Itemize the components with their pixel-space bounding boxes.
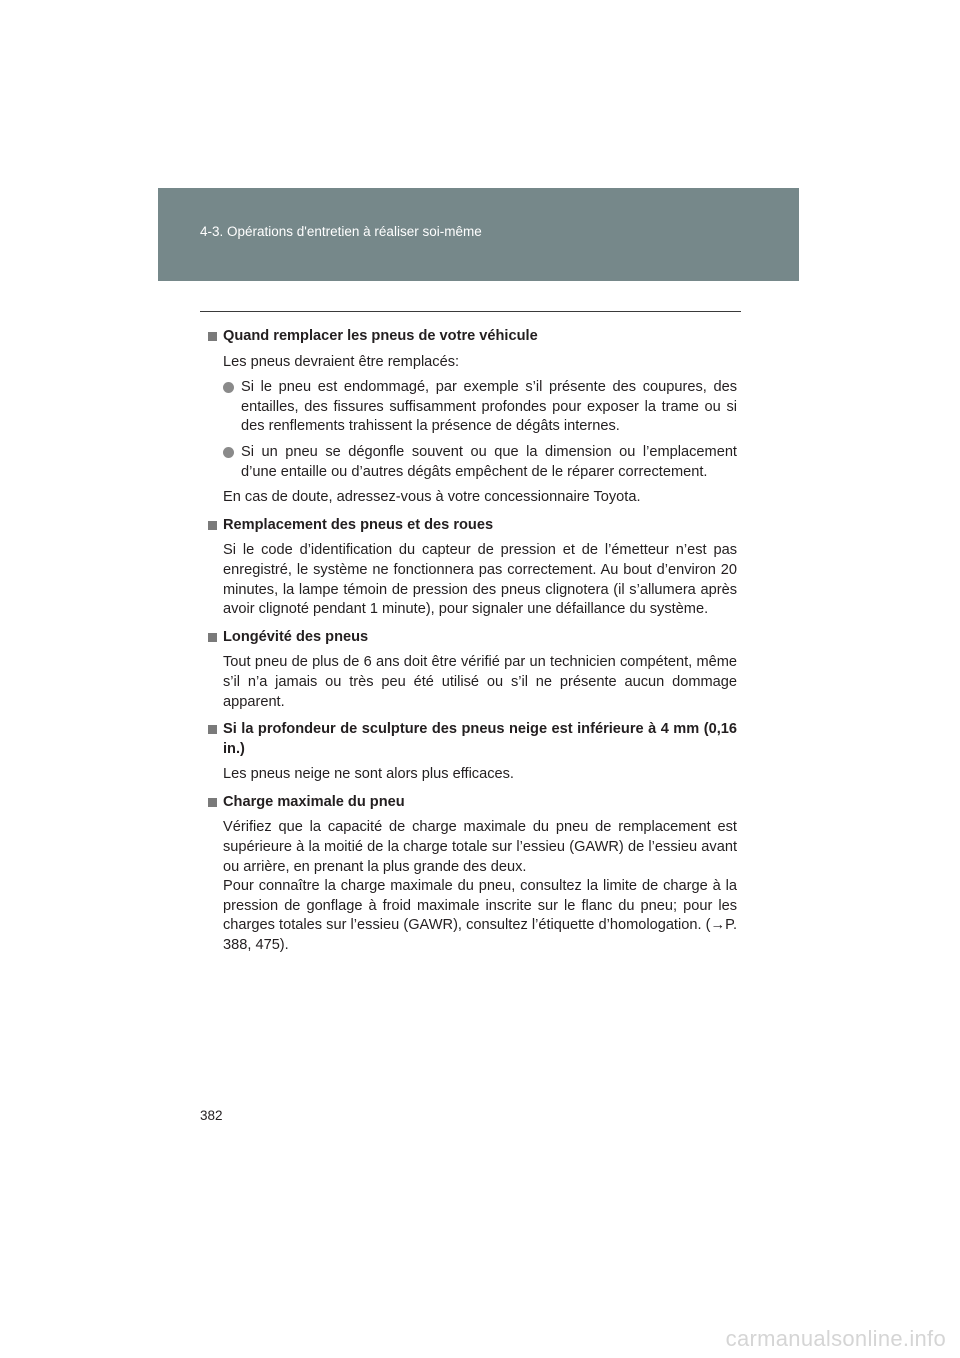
list-item-text: Si le pneu est endommagé, par exemple s’il présente des coupures, des entailles, des fissures suffisamment profondes pour exposer la trame ou si des renflements trahissent la présence de dégâts internes. <box>241 379 737 435</box>
section-snow-tire-tread <box>207 720 737 785</box>
heading-text: Quand remplacer les pneus de votre véhicule <box>223 328 538 344</box>
section-heading <box>207 793 737 813</box>
list-item-text: Si un pneu se dégonfle souvent ou que la dimension ou l’emplacement d’une entaille ou d’autres dégâts empêchent de le réparer correctement. <box>241 443 737 480</box>
section-heading <box>207 628 737 648</box>
section-title: 4-3. Opérations d'entretien à réaliser soi-même <box>200 224 482 239</box>
square-bullet-icon <box>208 725 217 734</box>
paragraph <box>207 818 737 955</box>
square-bullet-icon <box>208 332 217 341</box>
section-when-to-replace <box>207 327 737 508</box>
paragraph: Tout pneu de plus de 6 ans doit être vérifié par un technicien compétent, même s’il n’a jamais ou très peu été utilisé ou s’il ne présente aucun dommage apparent. <box>223 654 737 710</box>
heading-text: Longévité des pneus <box>223 628 369 645</box>
section-heading <box>207 720 737 759</box>
list-item <box>207 378 737 437</box>
section-heading <box>207 327 737 347</box>
heading-text: Remplacement des pneus et des roues <box>223 516 494 533</box>
square-bullet-icon <box>208 633 217 642</box>
paragraph-text: Vérifiez que la capacité de charge maximale du pneu de remplacement est supérieure à la moitié de la charge totale sur l’essieu (GAWR) de l’essieu avant ou arrière, en prenant la plus grande des deux. <box>223 819 737 875</box>
paragraph-text: Pour connaître la charge maximale du pneu, consultez la limite de charge à la pression de gonflage à froid maximale inscrite sur le flanc du pneu; pour les charges totales sur l’essieu (GAWR), consultez l’étiquette d’homologation. (→P. 388, 475). <box>223 878 737 954</box>
paragraph: Les pneus neige ne sont alors plus efficaces. <box>223 766 514 783</box>
paragraph: Si le code d’identification du capteur de pression et de l’émetteur n’est pas enregistré, le système ne fonctionnera pas correctement. Au bout d’environ 20 minutes, la lampe témoin de pression des pneus clignotera (il s’allumera après avoir clignoté pendant 1 minute), pour signaler une défaillance du système. <box>223 542 737 618</box>
paragraph: Les pneus devraient être remplacés: <box>223 353 460 370</box>
section-heading <box>207 516 737 536</box>
watermark: carmanualsonline.info <box>725 1326 946 1351</box>
page-number: 382 <box>200 1108 223 1123</box>
circle-bullet-icon <box>223 382 234 393</box>
header-divider <box>200 311 741 312</box>
list-item <box>207 443 737 482</box>
heading-text: Charge maximale du pneu <box>223 793 405 810</box>
section-tire-wheel-replacement <box>207 516 737 620</box>
circle-bullet-icon <box>223 447 234 458</box>
manual-content <box>207 327 737 964</box>
section-max-tire-load <box>207 793 737 956</box>
square-bullet-icon <box>208 521 217 530</box>
section-tire-longevity <box>207 628 737 712</box>
section-header-band <box>158 188 799 281</box>
heading-text: Si la profondeur de sculpture des pneus neige est inférieure à 4 mm (0,16 in.) <box>223 721 737 757</box>
paragraph: En cas de doute, adressez-vous à votre concessionnaire Toyota. <box>223 489 641 506</box>
square-bullet-icon <box>208 798 217 807</box>
